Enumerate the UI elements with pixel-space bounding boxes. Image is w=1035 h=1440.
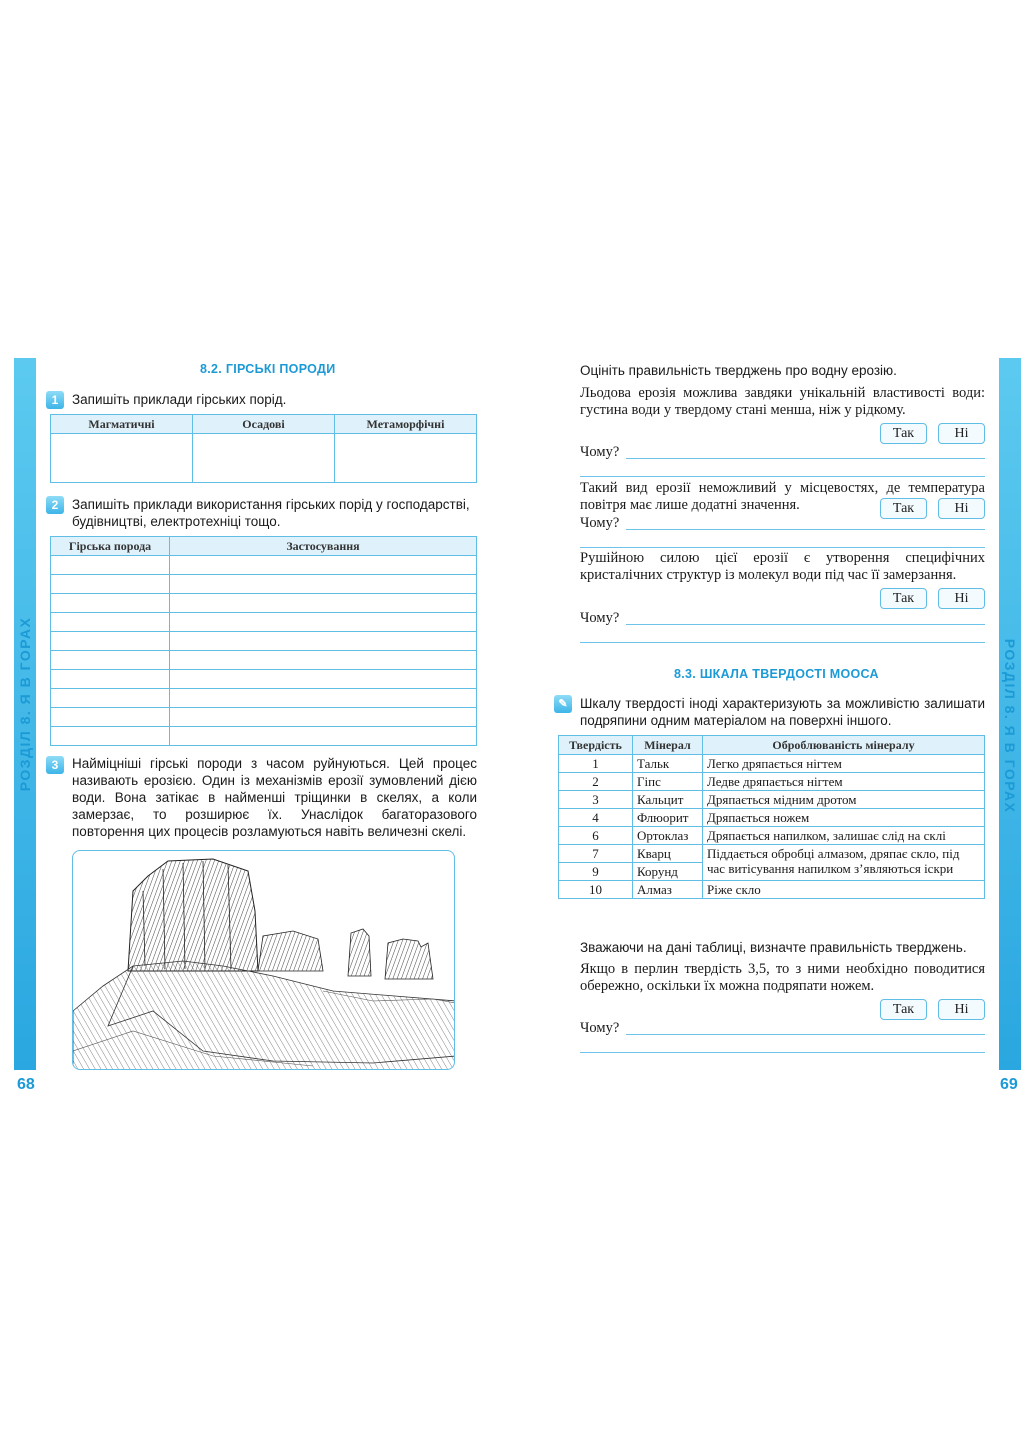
statement-1-answer-line[interactable] [626,458,985,459]
header-rock: Гірська порода [51,537,170,556]
rock-types-table [50,414,477,483]
header-hardness: Твердість [559,736,633,755]
workability-cell: Легко дряпається нігтем [703,755,985,773]
statement-2: Такий вид ерозії неможливий у місцевостях, де температура повітря має лише додатні значення. [580,480,985,513]
usage-row-cell[interactable] [170,727,477,746]
statement-3-why-label: Чому? [580,610,620,626]
statement-1-no-button[interactable]: Ні [938,423,985,444]
erosion-intro: Оцініть правильність тверджень про водну ерозію. [580,363,897,378]
usage-row-cell[interactable] [170,594,477,613]
usage-row-cell[interactable] [170,708,477,727]
statement-2-answer-line[interactable] [626,529,985,530]
usage-row-cell[interactable] [51,556,170,575]
header-workability: Оброблюваність мінералу [703,736,985,755]
usage-row-cell[interactable] [51,727,170,746]
usage-row-cell[interactable] [51,613,170,632]
header-magmatic: Магматичні [51,415,193,434]
usage-row-cell[interactable] [51,670,170,689]
mineral-cell: Тальк [633,755,703,773]
section-title-rocks: 8.2. ГІРСЬКІ ПОРОДИ [200,362,336,376]
right-chapter-label: РОЗДІЛ 8. Я В ГОРАХ [1002,638,1018,814]
statement-1-answer-line-2[interactable] [580,476,985,477]
statement-3: Рушійною силою цієї ерозії є утворення специфічних кристалічних структур із молекул води під час її замерзання. [580,550,985,583]
header-metamorphic: Метаморфічні [335,415,477,434]
usage-row-cell[interactable] [170,689,477,708]
usage-row-cell[interactable] [51,651,170,670]
usage-row-cell[interactable] [170,575,477,594]
statement-2-no-button[interactable]: Ні [938,498,985,519]
hardness-cell: 3 [559,791,633,809]
workability-cell: Ріже скло [703,881,985,899]
rock-erosion-illustration [72,850,455,1070]
table-row [559,809,985,827]
task-3-text: Найміцніші гірські породи з часом руйнуються. Цей процес називають ерозією. Один із механізмів ерозії зумовлений дією води. Вона затікає в найменші тріщинки в скелях, а коли замерзає, то розширює їх. Унаслідок багаторазового повторення цих процесів розламуються навіть величезні скелі. [72,756,477,839]
usage-row-cell[interactable] [170,556,477,575]
task-1-icon: 1 [46,391,64,409]
rock-usage-table [50,536,477,746]
usage-row-cell[interactable] [51,708,170,727]
mineral-cell: Корунд [633,863,703,881]
task-2-icon: 2 [46,496,64,514]
table-row [559,845,985,863]
hardness-cell: 4 [559,809,633,827]
statement-3-yes-button[interactable]: Так [880,588,927,609]
usage-row-cell[interactable] [51,575,170,594]
usage-row-cell[interactable] [170,651,477,670]
mohs-table [558,735,985,899]
usage-row-cell[interactable] [51,632,170,651]
magmatic-cell[interactable] [51,434,193,483]
workability-cell: Ледве дряпається нігтем [703,773,985,791]
header-sedimentary: Осадові [193,415,335,434]
task-2-text: Запишіть приклади використання гірських порід у господарстві, будівництві, електротехніці тощо. [72,497,470,529]
task-3-icon: 3 [46,756,64,774]
mineral-cell: Кварц [633,845,703,863]
task-4-text: Шкалу твердості іноді характеризують за можливістю залишати подряпини одним матеріалом на поверхні іншого. [580,696,985,728]
section-title-mohs: 8.3. ШКАЛА ТВЕРДОСТІ МООСА [674,667,879,681]
statement-3-answer-line[interactable] [626,624,985,625]
header-mineral: Мінерал [633,736,703,755]
hardness-cell: 10 [559,881,633,899]
statement-1-why-label: Чому? [580,444,620,460]
workability-cell: Дряпається напилком, залишає слід на склі [703,827,985,845]
table-row [559,773,985,791]
hardness-cell: 6 [559,827,633,845]
table-row [559,755,985,773]
task-1-text: Запишіть приклади гірських порід. [72,392,287,407]
statement-3-no-button[interactable]: Ні [938,588,985,609]
usage-row-cell[interactable] [51,594,170,613]
statement-1: Льодова ерозія можлива завдяки унікальній властивості води: густина води у твердому стані менша, ніж у рідкому. [580,385,985,418]
workability-text: скло, під час витісування напилком з’являються іскри [707,846,960,876]
statement-4-why-label: Чому? [580,1020,620,1036]
usage-row-cell[interactable] [170,670,477,689]
hardness-cell: 7 [559,845,633,863]
workability-text: Піддається обробці алмазом, дряпає [707,846,908,861]
mineral-cell: Алмаз [633,881,703,899]
statement-2-answer-line-2[interactable] [580,547,985,548]
statement-4-answer-line-2[interactable] [580,1052,985,1053]
statement-2-yes-button[interactable]: Так [880,498,927,519]
hardness-cell: 2 [559,773,633,791]
usage-row-cell[interactable] [51,689,170,708]
hardness-cell: 9 [559,863,633,881]
statement-4-answer-line[interactable] [626,1034,985,1035]
page-number-right: 69 [1000,1076,1018,1093]
workability-cell: Дряпається ножем [703,809,985,827]
mesa-drawing [73,851,455,1070]
page-number-left: 68 [17,1076,35,1093]
mineral-cell: Кальцит [633,791,703,809]
statement-3-answer-line-2[interactable] [580,642,985,643]
mineral-cell: Гіпс [633,773,703,791]
metamorphic-cell[interactable] [335,434,477,483]
table-row [559,791,985,809]
left-chapter-label: РОЗДІЛ 8. Я В ГОРАХ [17,616,33,792]
mineral-cell: Флюорит [633,809,703,827]
statement-4: Якщо в перлин твердість 3,5, то з ними необхідно поводитися обережно, оскільки їх можна подряпати ножем. [580,961,985,994]
hardness-cell: 1 [559,755,633,773]
statement-4-yes-button[interactable]: Так [880,999,927,1020]
table-row [559,881,985,899]
header-usage: Застосування [170,537,477,556]
statement-2-why-label: Чому? [580,515,620,531]
usage-row-cell[interactable] [170,632,477,651]
after-table-text: Зважаючи на дані таблиці, визначте правильність тверджень. [580,940,967,955]
statement-4-no-button[interactable]: Ні [938,999,985,1020]
statement-1-yes-button[interactable]: Так [880,423,927,444]
table-row [559,827,985,845]
scratch-task-icon: ✎ [554,695,572,713]
workability-cell [703,845,985,881]
mineral-cell: Ортоклаз [633,827,703,845]
workability-cell: Дряпається мідним дротом [703,791,985,809]
sedimentary-cell[interactable] [193,434,335,483]
usage-row-cell[interactable] [170,613,477,632]
